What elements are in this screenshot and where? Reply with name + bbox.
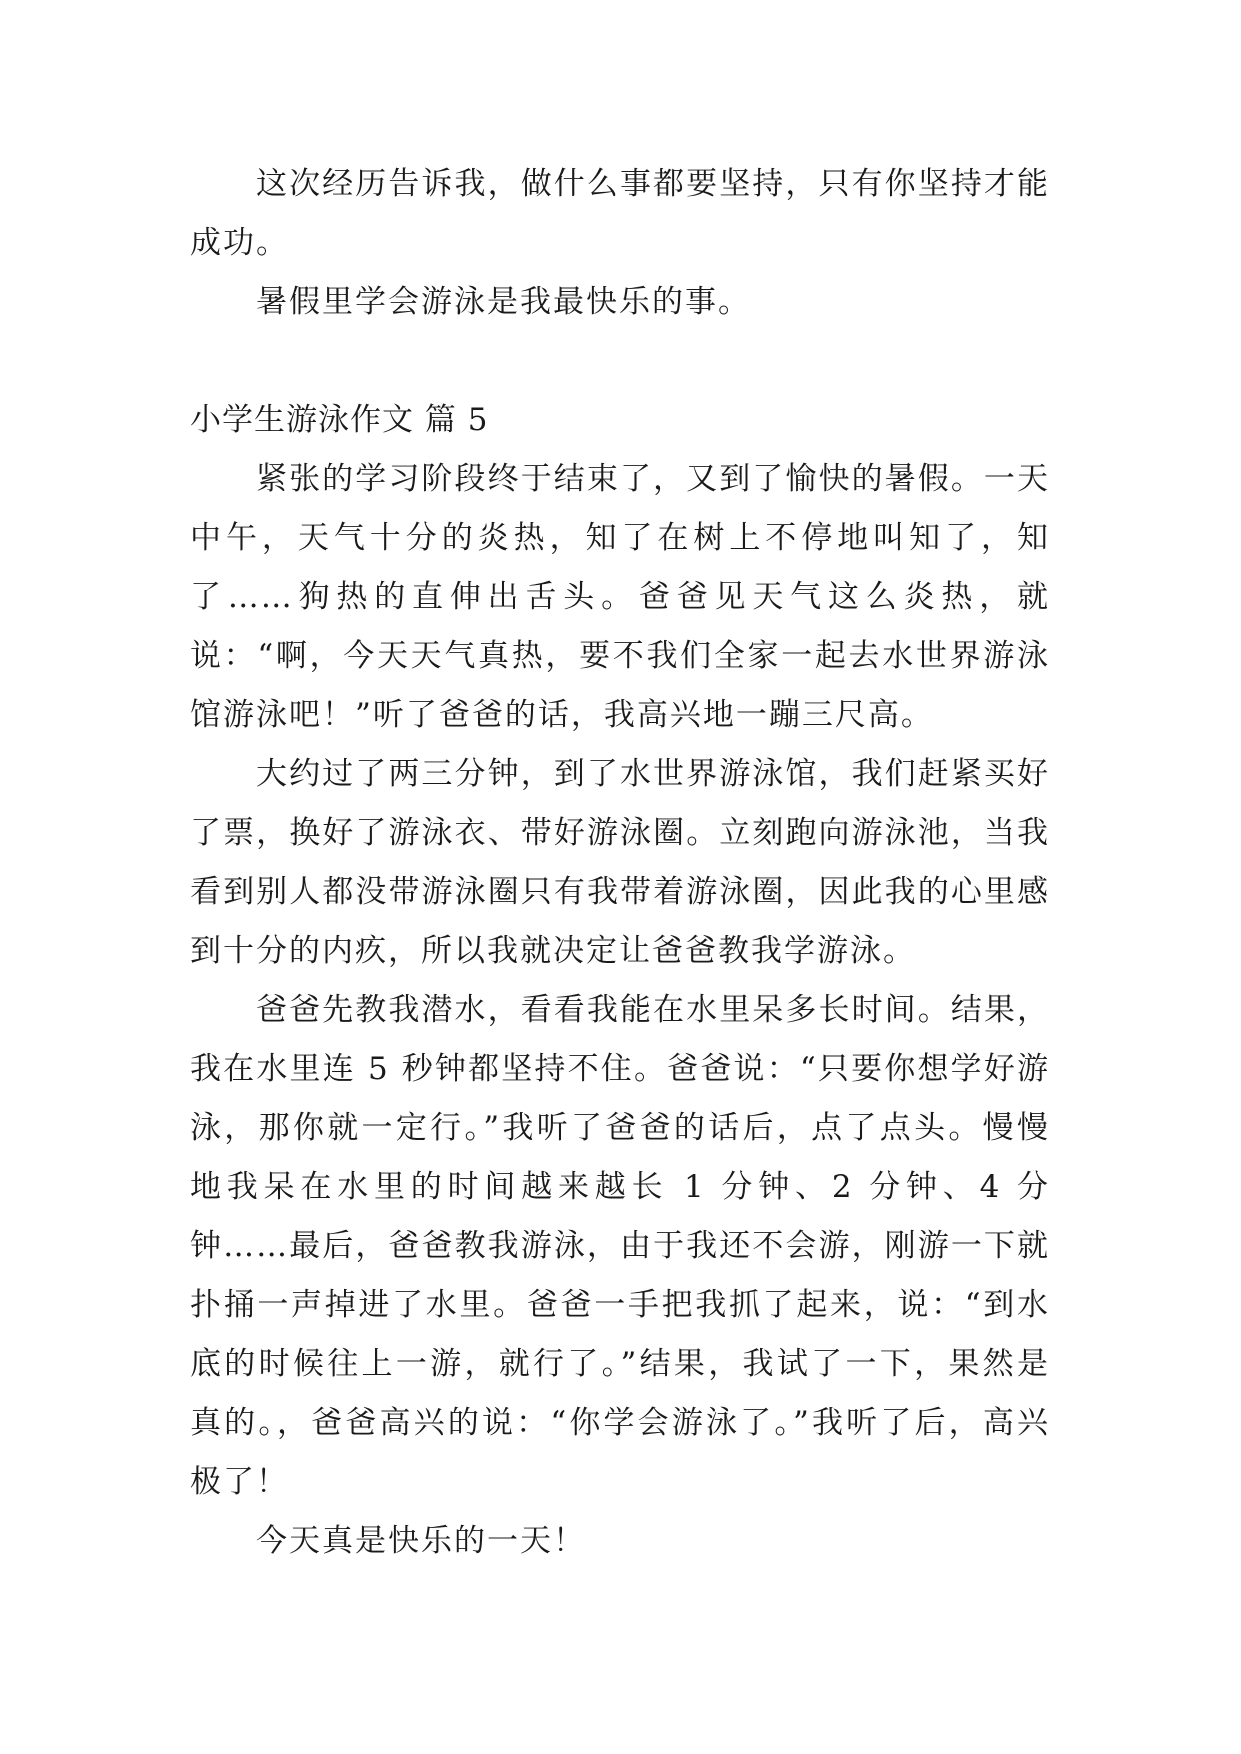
paragraph: 今天真是快乐的一天！: [256, 1523, 586, 1559]
paragraph: 大约过了两三分钟，到了水世界游泳馆，我们赶紧买好了票，换好了游泳衣、带好游泳圈。立刻跑向游泳池，当我看到别人都没带游泳圈只有我带着游泳圈，因此我的心里感到十分的内疚，所以我就决定让爸爸教我学游泳。: [190, 756, 1050, 969]
document-body: [190, 155, 1050, 1571]
paragraph: 这次经历告诉我，做什么事都要坚持，只有你坚持才能成功。: [190, 166, 1050, 261]
section-title: 小学生游泳作文 篇 5: [190, 402, 489, 438]
paragraph: 爸爸先教我潜水，看看我能在水里呆多长时间。结果，我在水里连 5 秒钟都坚持不住。爸爸说：“只要你想学好游泳，那你就一定行。”我听了爸爸的话后，点了点头。慢慢地我呆在水里的时间越来越长 1 分钟、2 分钟、4 分钟……最后，爸爸教我游泳，由于我还不会游，刚游一下就扑捅一声掉进了水里。爸爸一手把我抓了起来，说：“到水底的时候往上一游，就行了。”结果，我试了一下，果然是真的。，爸爸高兴的说：“你学会游泳了。”我听了后，高兴极了！: [190, 992, 1050, 1500]
paragraph: 暑假里学会游泳是我最快乐的事。: [256, 284, 751, 320]
section-spacer: [190, 332, 1050, 391]
paragraph: 紧张的学习阶段终于结束了，又到了愉快的暑假。一天中午，天气十分的炎热，知了在树上不停地叫知了，知了……狗热的直伸出舌头。爸爸见天气这么炎热，就说：“啊，今天天气真热，要不我们全家一起去水世界游泳馆游泳吧！”听了爸爸的话，我高兴地一蹦三尺高。: [190, 461, 1050, 733]
